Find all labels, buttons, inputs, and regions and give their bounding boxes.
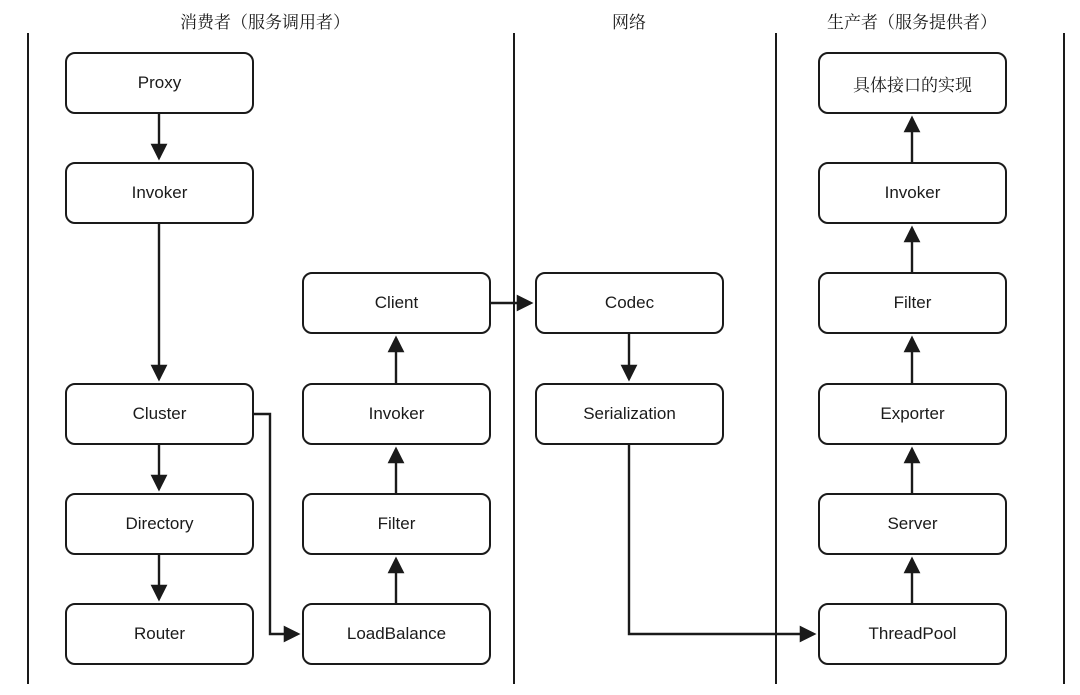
node-loadbalance[interactable]: LoadBalance xyxy=(302,603,491,665)
edge-cluster-loadbalance xyxy=(254,414,298,634)
node-client[interactable]: Client xyxy=(302,272,491,334)
node-interface-implementation[interactable]: 具体接口的实现 xyxy=(818,52,1007,114)
node-invoker-consumer[interactable]: Invoker xyxy=(65,162,254,224)
node-invoker-client[interactable]: Invoker xyxy=(302,383,491,445)
lane-label-network: 网络 xyxy=(612,13,646,32)
node-directory[interactable]: Directory xyxy=(65,493,254,555)
node-serialization[interactable]: Serialization xyxy=(535,383,724,445)
node-server[interactable]: Server xyxy=(818,493,1007,555)
lane-divider xyxy=(1063,33,1065,684)
node-threadpool[interactable]: ThreadPool xyxy=(818,603,1007,665)
lane-label-consumer: 消费者（服务调用者） xyxy=(180,13,350,32)
lane-divider xyxy=(775,33,777,684)
node-proxy[interactable]: Proxy xyxy=(65,52,254,114)
node-codec[interactable]: Codec xyxy=(535,272,724,334)
node-filter-provider[interactable]: Filter xyxy=(818,272,1007,334)
node-filter-consumer[interactable]: Filter xyxy=(302,493,491,555)
node-router[interactable]: Router xyxy=(65,603,254,665)
edge-serialization-threadpool xyxy=(629,445,814,634)
node-invoker-provider[interactable]: Invoker xyxy=(818,162,1007,224)
node-exporter[interactable]: Exporter xyxy=(818,383,1007,445)
node-cluster[interactable]: Cluster xyxy=(65,383,254,445)
lane-label-provider: 生产者（服务提供者） xyxy=(827,13,997,32)
lane-divider xyxy=(513,33,515,684)
lane-divider xyxy=(27,33,29,684)
